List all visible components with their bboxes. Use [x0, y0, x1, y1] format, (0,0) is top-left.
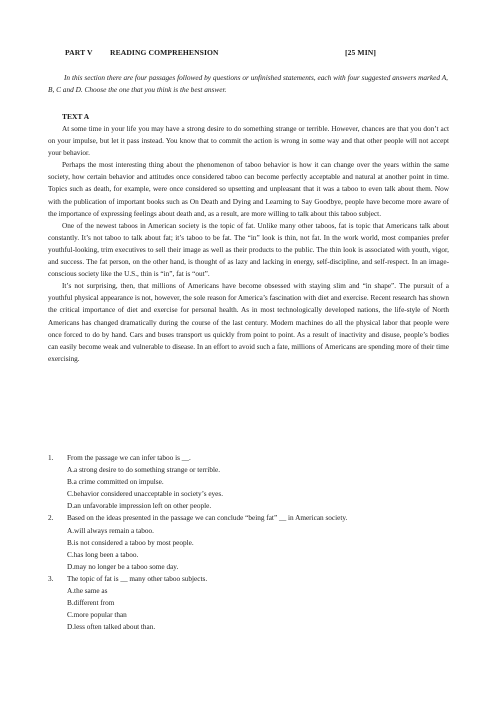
question-number: 1. [48, 454, 54, 462]
answer-option: D.an unfavorable impression left on other people. [67, 502, 212, 511]
answer-option: B.a crime committed on impulse. [67, 478, 164, 487]
answer-option: A.will always remain a taboo. [67, 526, 154, 535]
section-header [65, 48, 435, 60]
paragraph: Perhaps the most interesting thing about the phenomenon of taboo behavior is how it can change over the years within the same society, how certain behavior and attitudes once considered taboo can become perfectly acceptable and natural at another point in time. Topics such as death, for example, were once considered so upsetting and unpleasant that it was a taboo to even talk about them. Now with the publication of important books such as On Death and Dying and Learning to Say Goodbye, people have become more aware of the importance of expressing feelings about death and, as a result, are more willing to talk about this taboo subject. [48, 161, 449, 218]
answer-option: B.different from [67, 599, 115, 608]
answer-option: D.less often talked about than. [67, 623, 156, 632]
question-list [48, 452, 449, 633]
answer-option: C.more popular than [67, 611, 127, 620]
question-number: 2. [48, 514, 54, 523]
paragraph: It’s not surprising, then, that millions of Americans have become obsessed with staying slim and “in shape”. The pursuit of a youthful physical appearance is not, however, the sole reason for America’s fascination with diet and exercise. Recent research has shown the critical importance of diet and exercise for personal health. As in most technologically developed nations, the life-style of North Americans has changed dramatically during the course of the last century. Modern machines do all the physical labor that people were once forced to do by hand. Cars and buses transport us quickly from point to point. As a result of inactivity and disuse, people’s bodies can easily become weak and vulnerable to disease. In an effort to avoid such a fate, millions of Americans are spending more of their time exercising. [48, 282, 449, 363]
paragraph: One of the newest taboos in American society is the topic of fat. Unlike many other taboos, fat is topic that Americans talk about constantly. It’s not taboo to talk about fat; it’s taboo to be fat. The “in” look is thin, not fat. In the work world, most companies prefer youthful-looking, trim executives to sell their image as well as their products to the public. The thin look is associated with youth, vigor, and success. The fat person, on the other hand, is thought of as lazy and lacking in energy, self-discipline, and self-respect. In an image-conscious society like the U.S., thin is “in”, fat is “out”. [48, 221, 449, 279]
passage-title: TEXT A [62, 112, 90, 121]
question-item [48, 512, 449, 572]
instructions: In this section there are four passages followed by questions or unfinished statements, each with four suggested answers marked A, B, C and D. Choose the one that you think is the best answer. [48, 73, 448, 95]
answer-option: D.may no longer be a taboo some day. [67, 562, 179, 571]
answer-option: C.has long been a taboo. [67, 550, 139, 559]
question-text: Based on the ideas presented in the passage we can conclude “being fat” __ in American society. [67, 514, 348, 523]
question-item [48, 573, 449, 633]
passage-body [48, 123, 449, 365]
question-stem [48, 512, 449, 524]
question-item [48, 452, 449, 512]
answer-option: C.behavior considered unacceptable in society’s eyes. [67, 490, 224, 499]
question-number: 3. [48, 574, 54, 583]
question-text: From the passage we can infer taboo is __. [67, 454, 191, 462]
time-limit: [25 MIN] [345, 48, 376, 57]
question-stem [48, 452, 449, 464]
question-text: The topic of fat is __ many other taboo subjects. [67, 574, 208, 583]
paragraph: At some time in your life you may have a strong desire to do something strange or terrible. However, chances are that you don’t act on your impulse, but let it pass instead. You know that to commit the action is wrong in some way and that other people will not accept your behavior. [48, 125, 449, 158]
answer-option: B.is not considered a taboo by most people. [67, 538, 194, 547]
answer-option: A.the same as [67, 587, 108, 596]
question-stem [48, 573, 449, 585]
section-title: READING COMPREHENSION [110, 48, 219, 57]
answer-option: A.a strong desire to do something strange or terrible. [67, 466, 221, 475]
part-label: PART V [65, 48, 93, 57]
